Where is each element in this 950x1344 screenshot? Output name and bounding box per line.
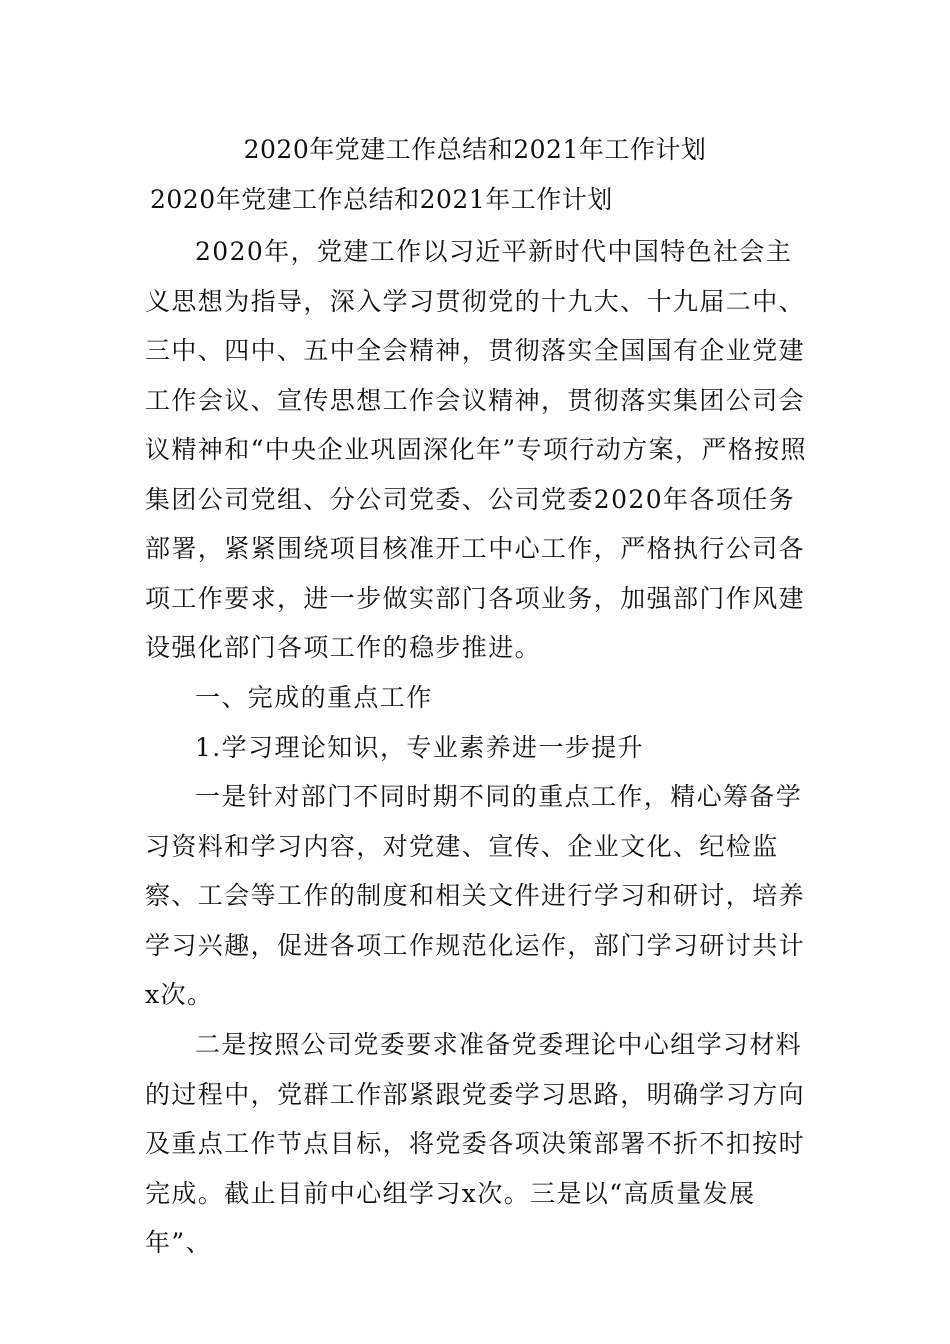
intro-paragraph: 2020年，党建工作以习近平新时代中国特色社会主义思想为指导，深入学习贯彻党的十九大、十九届二中、三中、四中、五中全会精神，贯彻落实全国国有企业党建工作会议、宣传思想工作会议精神，贯彻落实集团公司会议精神和“中央企业巩固深化年”专项行动方案，严格按照集团公司党组、分公司党委、公司党委2020年各项任务部署，紧紧围绕项目核准开工中心工作，严格执行公司各项工作要求，进一步做实部门各项业务，加强部门作风建设强化部门各项工作的稳步推进。 (145, 237, 807, 662)
section-heading: 一、完成的重点工作 (195, 683, 433, 712)
subsection-heading: 1.学习理论知识，专业素养进一步提升 (195, 733, 645, 762)
item-one-paragraph: 一是针对部门不同时期不同的重点工作，精心筹备学习资料和学习内容，对党建、宣传、企业文化、纪检监察、工会等工作的制度和相关文件进行学习和研讨，培养学习兴趣，促进各项工作规范化运作，部门学习研讨共计x次。 (145, 782, 806, 1009)
document-subtitle: 2020年党建工作总结和2021年工作计划 (150, 185, 613, 214)
item-two-paragraph: 二是按照公司党委要求准备党委理论中心组学习材料的过程中，党群工作部紧跟党委学习思路，明确学习方向及重点工作节点目标，将党委各项决策部署不折不扣按时完成。截止目前中心组学习x次。三是以“高质量发展年”、 (145, 1030, 806, 1257)
document-title: 2020年党建工作总结和2021年工作计划 (243, 135, 707, 164)
